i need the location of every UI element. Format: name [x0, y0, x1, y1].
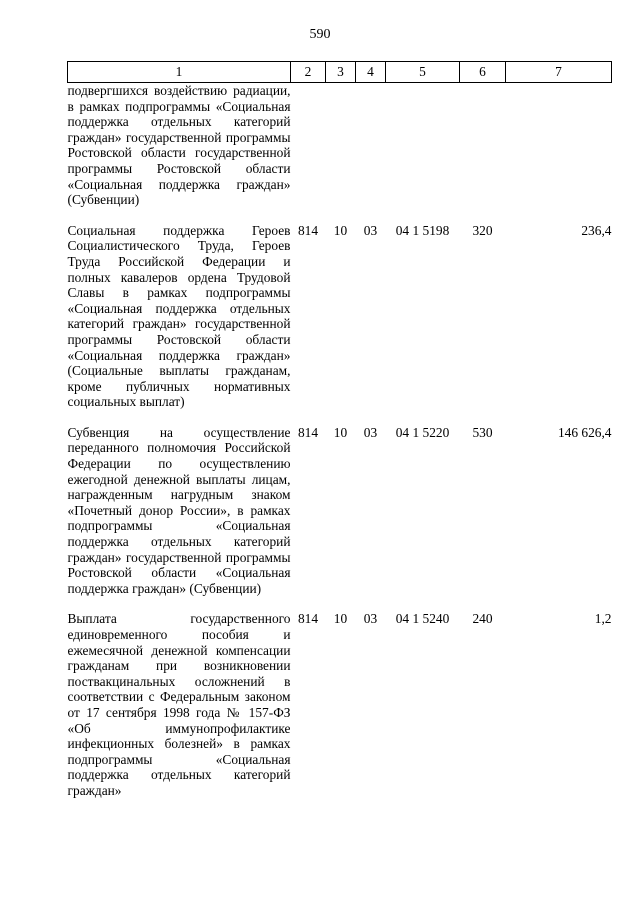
page-number: 590: [309, 27, 331, 42]
row-sum: 236,4: [581, 222, 612, 238]
row-sum: 146 626,4: [557, 424, 612, 440]
table-row: [68, 425, 612, 597]
row-pr: 03: [363, 424, 378, 440]
row-rz: [326, 83, 356, 208]
row-vr: 530: [472, 424, 493, 440]
table-row: [68, 223, 612, 410]
col-header-5: 5: [386, 62, 460, 83]
row-ved: [291, 83, 326, 208]
row-pr: 03: [363, 611, 378, 627]
col-header-1: 1: [68, 62, 291, 83]
row-csr: 04 1 5240: [395, 611, 450, 627]
row-csr: [386, 83, 460, 208]
row-name: Социальная поддержка Героев Социалистического Труда, Героев Труда Российской Федерации и полных кавалеров ордена Трудовой Славы в рамках подпрограммы «Социальная поддержка отдельных категорий граждан» государственной программы Ростовской области «Социальная поддержка граждан» (Социальные выплаты гражданам, кроме публичных нормативных социальных выплат): [67, 222, 291, 410]
row-ved: 814: [297, 222, 319, 238]
row-csr: 04 1 5198: [395, 222, 450, 238]
row-rz: 10: [333, 611, 348, 627]
col-header-4: 4: [356, 62, 386, 83]
col-header-6: 6: [460, 62, 506, 83]
row-name: Субвенция на осуществление переданного полномочия Российской Федерации по осуществлению ежегодной денежной выплаты лицам, награжденным нагрудным знаком «Почетный донор России», в рамках подпрограммы «Социальная поддержка отдельных категорий граждан» государственной программы Ростовской области «Социальная поддержка граждан» (Субвенции): [67, 424, 291, 596]
row-rz: 10: [333, 222, 348, 238]
col-header-7: 7: [506, 62, 612, 83]
row-rz: 10: [333, 424, 348, 440]
row-ved: 814: [297, 611, 319, 627]
row-vr: [460, 83, 506, 208]
row-vr: 320: [472, 222, 493, 238]
col-header-3: 3: [326, 62, 356, 83]
row-sum: 1,2: [594, 611, 612, 627]
row-vr: 240: [472, 611, 493, 627]
row-name: подвергшихся воздействию радиации, в рамках подпрограммы «Социальная поддержка отдельных категорий граждан» государственной программы Ростовской области государственной программы Ростовской области «Социальная поддержка граждан» (Субвенции): [67, 83, 291, 208]
table-row: [68, 83, 612, 208]
row-ved: 814: [297, 424, 319, 440]
budget-table: [67, 61, 612, 799]
row-csr: 04 1 5220: [395, 424, 450, 440]
header-row: [68, 62, 612, 83]
table-row: [68, 611, 612, 798]
row-name: Выплата государственного единовременного пособия и ежемесячной денежной компенсации гражданам при возникновении поствакцинальных осложнений в соответствии с Федеральным законом от 17 сентября 1998 года № 157-ФЗ «Об иммунопрофилактике инфекционных болезней» в рамках подпрограммы «Социальная поддержка отдельных категорий граждан»: [67, 611, 291, 798]
col-header-2: 2: [291, 62, 326, 83]
row-pr: 03: [363, 222, 378, 238]
row-sum: [506, 83, 612, 208]
row-pr: [356, 83, 386, 208]
